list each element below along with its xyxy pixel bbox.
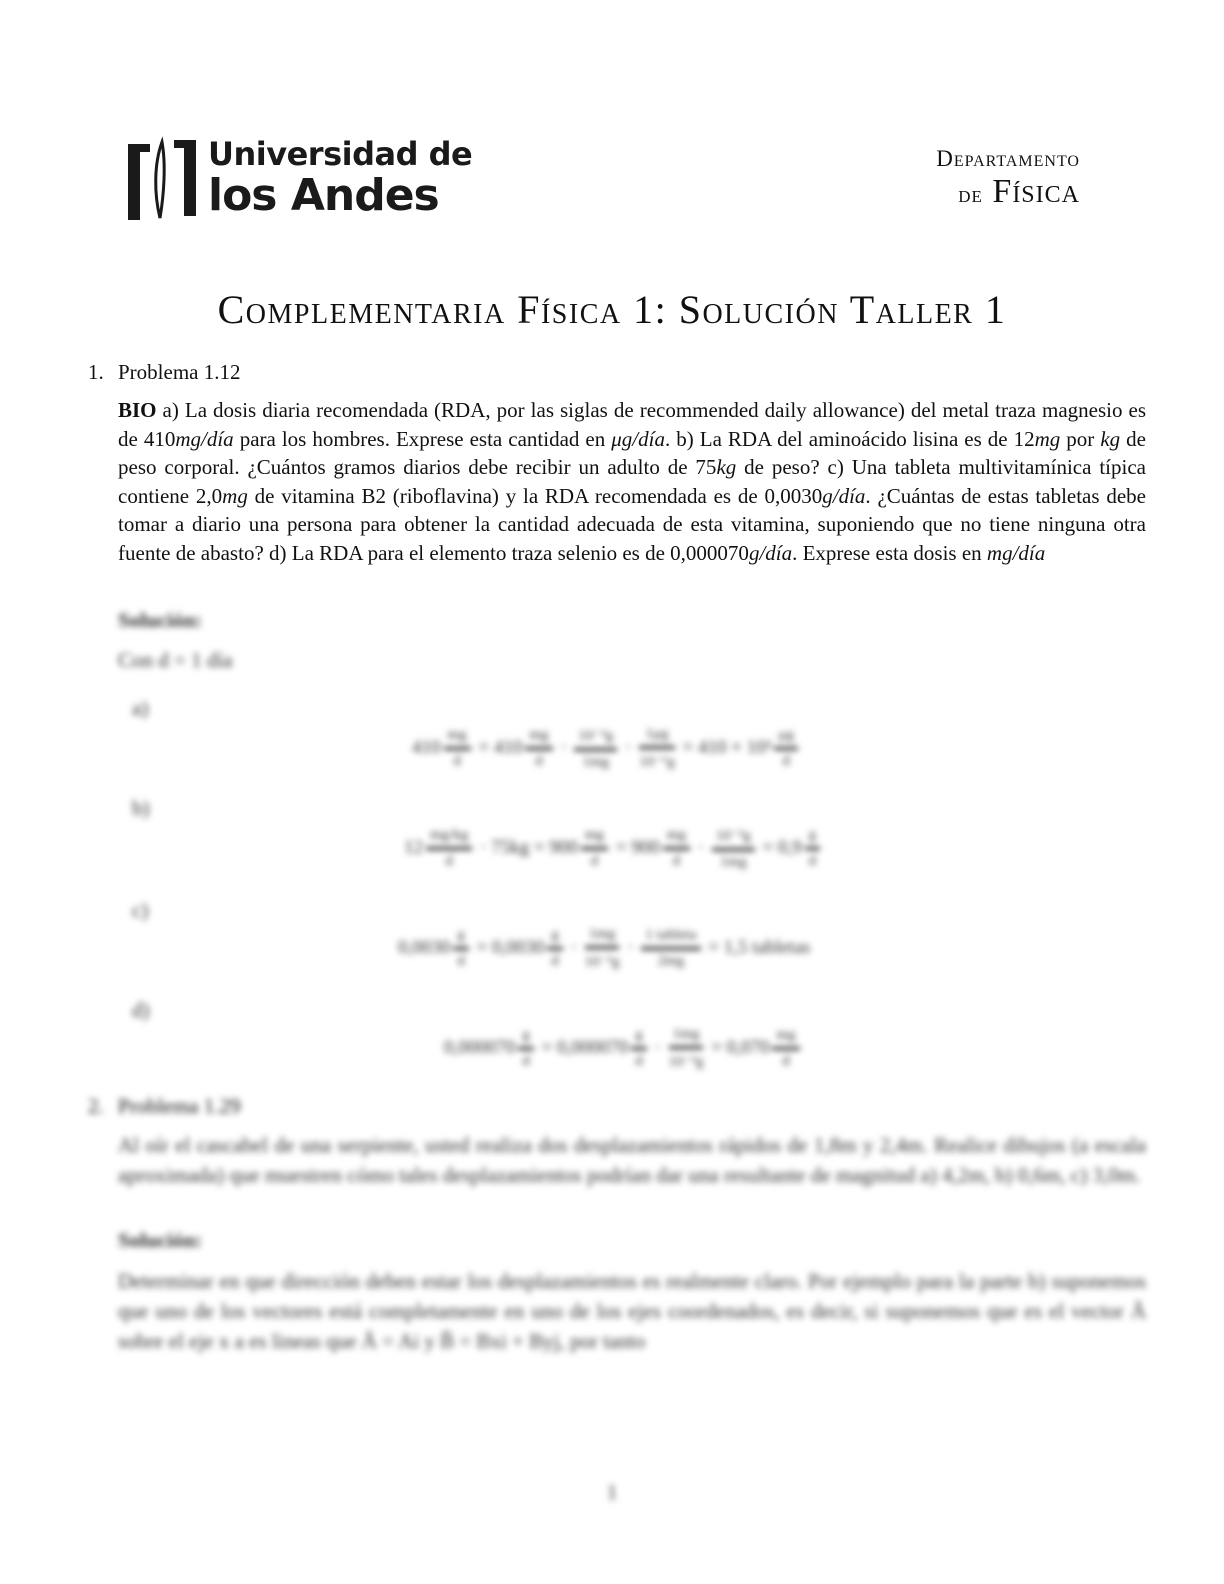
eq-term: 0,000070 [444,1036,516,1058]
problem-1-label: Problema 1.12 [118,360,241,384]
eq-num: g [518,1027,534,1050]
page-number: 1 [606,1480,618,1504]
eq-num: 1 tableta [641,927,700,950]
statement-text: de peso corporal. ¿Cuántos gramos diarios debe recibir un adulto de 75 [118,426,1146,479]
logo-line-2: los Andes [208,170,439,221]
university-logo [124,134,473,226]
problem-2-solution-label: Solución: [118,1228,203,1252]
eq-den: d [672,853,681,869]
eq-term: = 0,0030 [476,936,545,958]
eq-num: g [805,827,821,850]
math-unit: mg [222,483,248,508]
part-c-label: c) [132,898,149,922]
eq-term: = 900 [615,836,660,858]
department-physics: Física [992,173,1080,210]
problem-2-heading [88,1094,240,1119]
eq-den: 10⁻³g [668,1054,704,1070]
eq-term: 410 [412,736,441,758]
eq-num: g [631,1027,647,1050]
statement-text: de peso? c) Una tableta multivitamínica típica contiene 2,0 [118,455,1146,508]
equation-c: 0,0030 $\frac{g}{d}$ = 0,0030 $\frac{g}{d}$ · $\frac{1mg}{\text{10⁻³g}}$ · $\frac{\text{1 tableta}}{2mg}$ = 1,5 tabletas [398,926,811,970]
department-de: de [958,182,983,208]
eq-den: d [782,753,790,769]
eq-den: d [808,853,817,869]
math-unit: mg/día [986,540,1046,565]
eq-den: 1mg [719,854,747,870]
math-unit: mg [1034,426,1061,451]
problem-2-solution-text: Determinar en que dirección deben estar los desplazamientos es realmente claro. Por ejemplo para la parte b) suponemos que uno de los vectores está completamente en uno de los ejes coordenados, es decir, si suponemos que es el vector Ā sobre el eje x a es lineas que Ā = Ai y B̄ = Bxi + Byj, por tanto [118,1269,1146,1353]
problem-1-heading [88,360,240,385]
eq-num: 10⁻³g [574,726,617,751]
part-b-label: b) [132,796,150,820]
eq-den: 2mg [657,953,685,969]
statement-text: de vitamina B2 (riboflavina) y la RDA recomendada es de 0,0030 [247,483,823,508]
eq-num: 1mg [585,926,620,949]
eq-num: g [453,927,469,950]
page-title: Complementaria Física 1: Solución Taller 1 [217,287,1007,332]
eq-den: d [453,753,461,769]
eq-term: = 0,000070 [541,1036,629,1058]
eq-num: 1mg [669,1026,704,1049]
statement-text: a) La dosis diaria recomendada (RDA, por las siglas de recommended daily allowance) del metal traza magnesio es de 410 [118,398,1146,451]
eq-term: = 1,5 tabletas [708,936,811,958]
eq-num: mg [581,827,608,850]
eq-num: 1μg [639,726,675,749]
logo-wordmark [208,136,472,220]
eq-term: 0,0030 [398,936,451,958]
eq-num: 10⁻³g [712,826,755,851]
eq-num: mg/kg [426,827,472,850]
eq-den: 10⁻³g [584,954,620,970]
eq-den: d [782,1053,790,1069]
eq-term: = 0,9 [762,836,802,858]
math-unit: kg [716,455,737,479]
department-line-2 [936,172,1080,215]
eq-term: = 410 × 10³ [682,736,772,758]
eq-num: mg [772,1027,799,1050]
logo-line-1: Universidad de [208,135,473,173]
eq-den: 10⁻⁶g [639,754,675,770]
eq-num: mg [444,727,471,750]
eq-num: g [547,927,563,950]
eq-den: d [635,1053,643,1069]
statement-text: por [1060,426,1101,451]
department-line-1: Departamento [936,146,1080,171]
statement-text: para los hombres. Exprese esta cantidad en [233,426,612,451]
math-unit: g/día [822,483,866,508]
part-a-label: a) [132,696,149,720]
statement-text: . b) La RDA del aminoácido lisina es de 12 [664,426,1035,451]
problem-2-statement: Al oír el cascabel de una serpiente, usted realiza dos desplazamientos rápidos de 1,8m y 2,4m. Realice dibujos (a escala aproximada) que muestren cómo tales desplazamientos podrían dar una resultante de magnitud a) 4,2m, b) 0,6m, c) 3,0m. [118,1133,1146,1187]
department-name [936,146,1080,215]
eq-num: μg [774,727,798,750]
problem-1-statement [118,396,1146,567]
problem-2-number: 2. [88,1094,104,1118]
math-unit: g/día [748,540,793,565]
problem-1-number: 1. [88,360,104,384]
eq-den: d [551,953,559,969]
solution-intro: Con d = 1 día [118,648,233,672]
eq-den: d [590,853,599,869]
eq-term: = 410 [478,736,523,758]
math-unit: mg/día [175,426,234,451]
equation-b: 12 $\frac{mg/kg}{d}$ · 75kg = 900 $\frac{mg}{d}$ = 900 $\frac{mg}{d}$ · $\frac{\text{10⁻³g}}{1mg}$ = 0,9 $\frac{g}{d}$ [404,826,823,871]
statement-text: . Exprese esta dosis en [792,540,987,565]
eq-num: mg [525,727,552,750]
eq-den: d [445,853,453,869]
eq-den: 1mg [582,754,610,770]
part-d-label: d) [132,998,150,1022]
equation-d: 0,000070 $\frac{g}{d}$ = 0,000070 $\frac{g}{d}$ · $\frac{1mg}{\text{10⁻³g}}$ = 0,070 $\frac{mg}{d}$ [444,1026,803,1071]
math-unit: μg/día [611,426,665,451]
eq-den: d [522,1053,530,1069]
university-seal-icon [124,134,200,226]
eq-den: d [535,753,543,769]
equation-a: 410 $\frac{mg}{d}$ = 410 $\frac{mg}{d}$ · $\frac{\text{10⁻³g}}{1mg}$ · $\frac{1\mu g}{\text{10⁻⁶g}}$ = 410 × 10³ $\frac{\mu g}{d}$ [412,726,801,771]
eq-den: d [457,953,465,969]
solution-label: Solución: [118,608,203,632]
statement-text: . ¿Cuántas de estas tabletas debe tomar a diario una persona para obtener la cantidad adecuada de esta vitamina, suponiendo que no tiene ninguna otra fuente de abasto? d) La RDA para el elemento traza selenio es de 0,000070 [118,483,1146,565]
eq-num: mg [663,827,690,850]
problem-2-label: Problema 1.29 [118,1094,241,1118]
math-unit: kg [1100,426,1121,451]
eq-term: 12 [404,836,423,858]
eq-term: = 0,070 [711,1036,770,1058]
bio-tag: BIO [118,398,157,422]
eq-term: · 75kg = 900 [480,836,578,858]
